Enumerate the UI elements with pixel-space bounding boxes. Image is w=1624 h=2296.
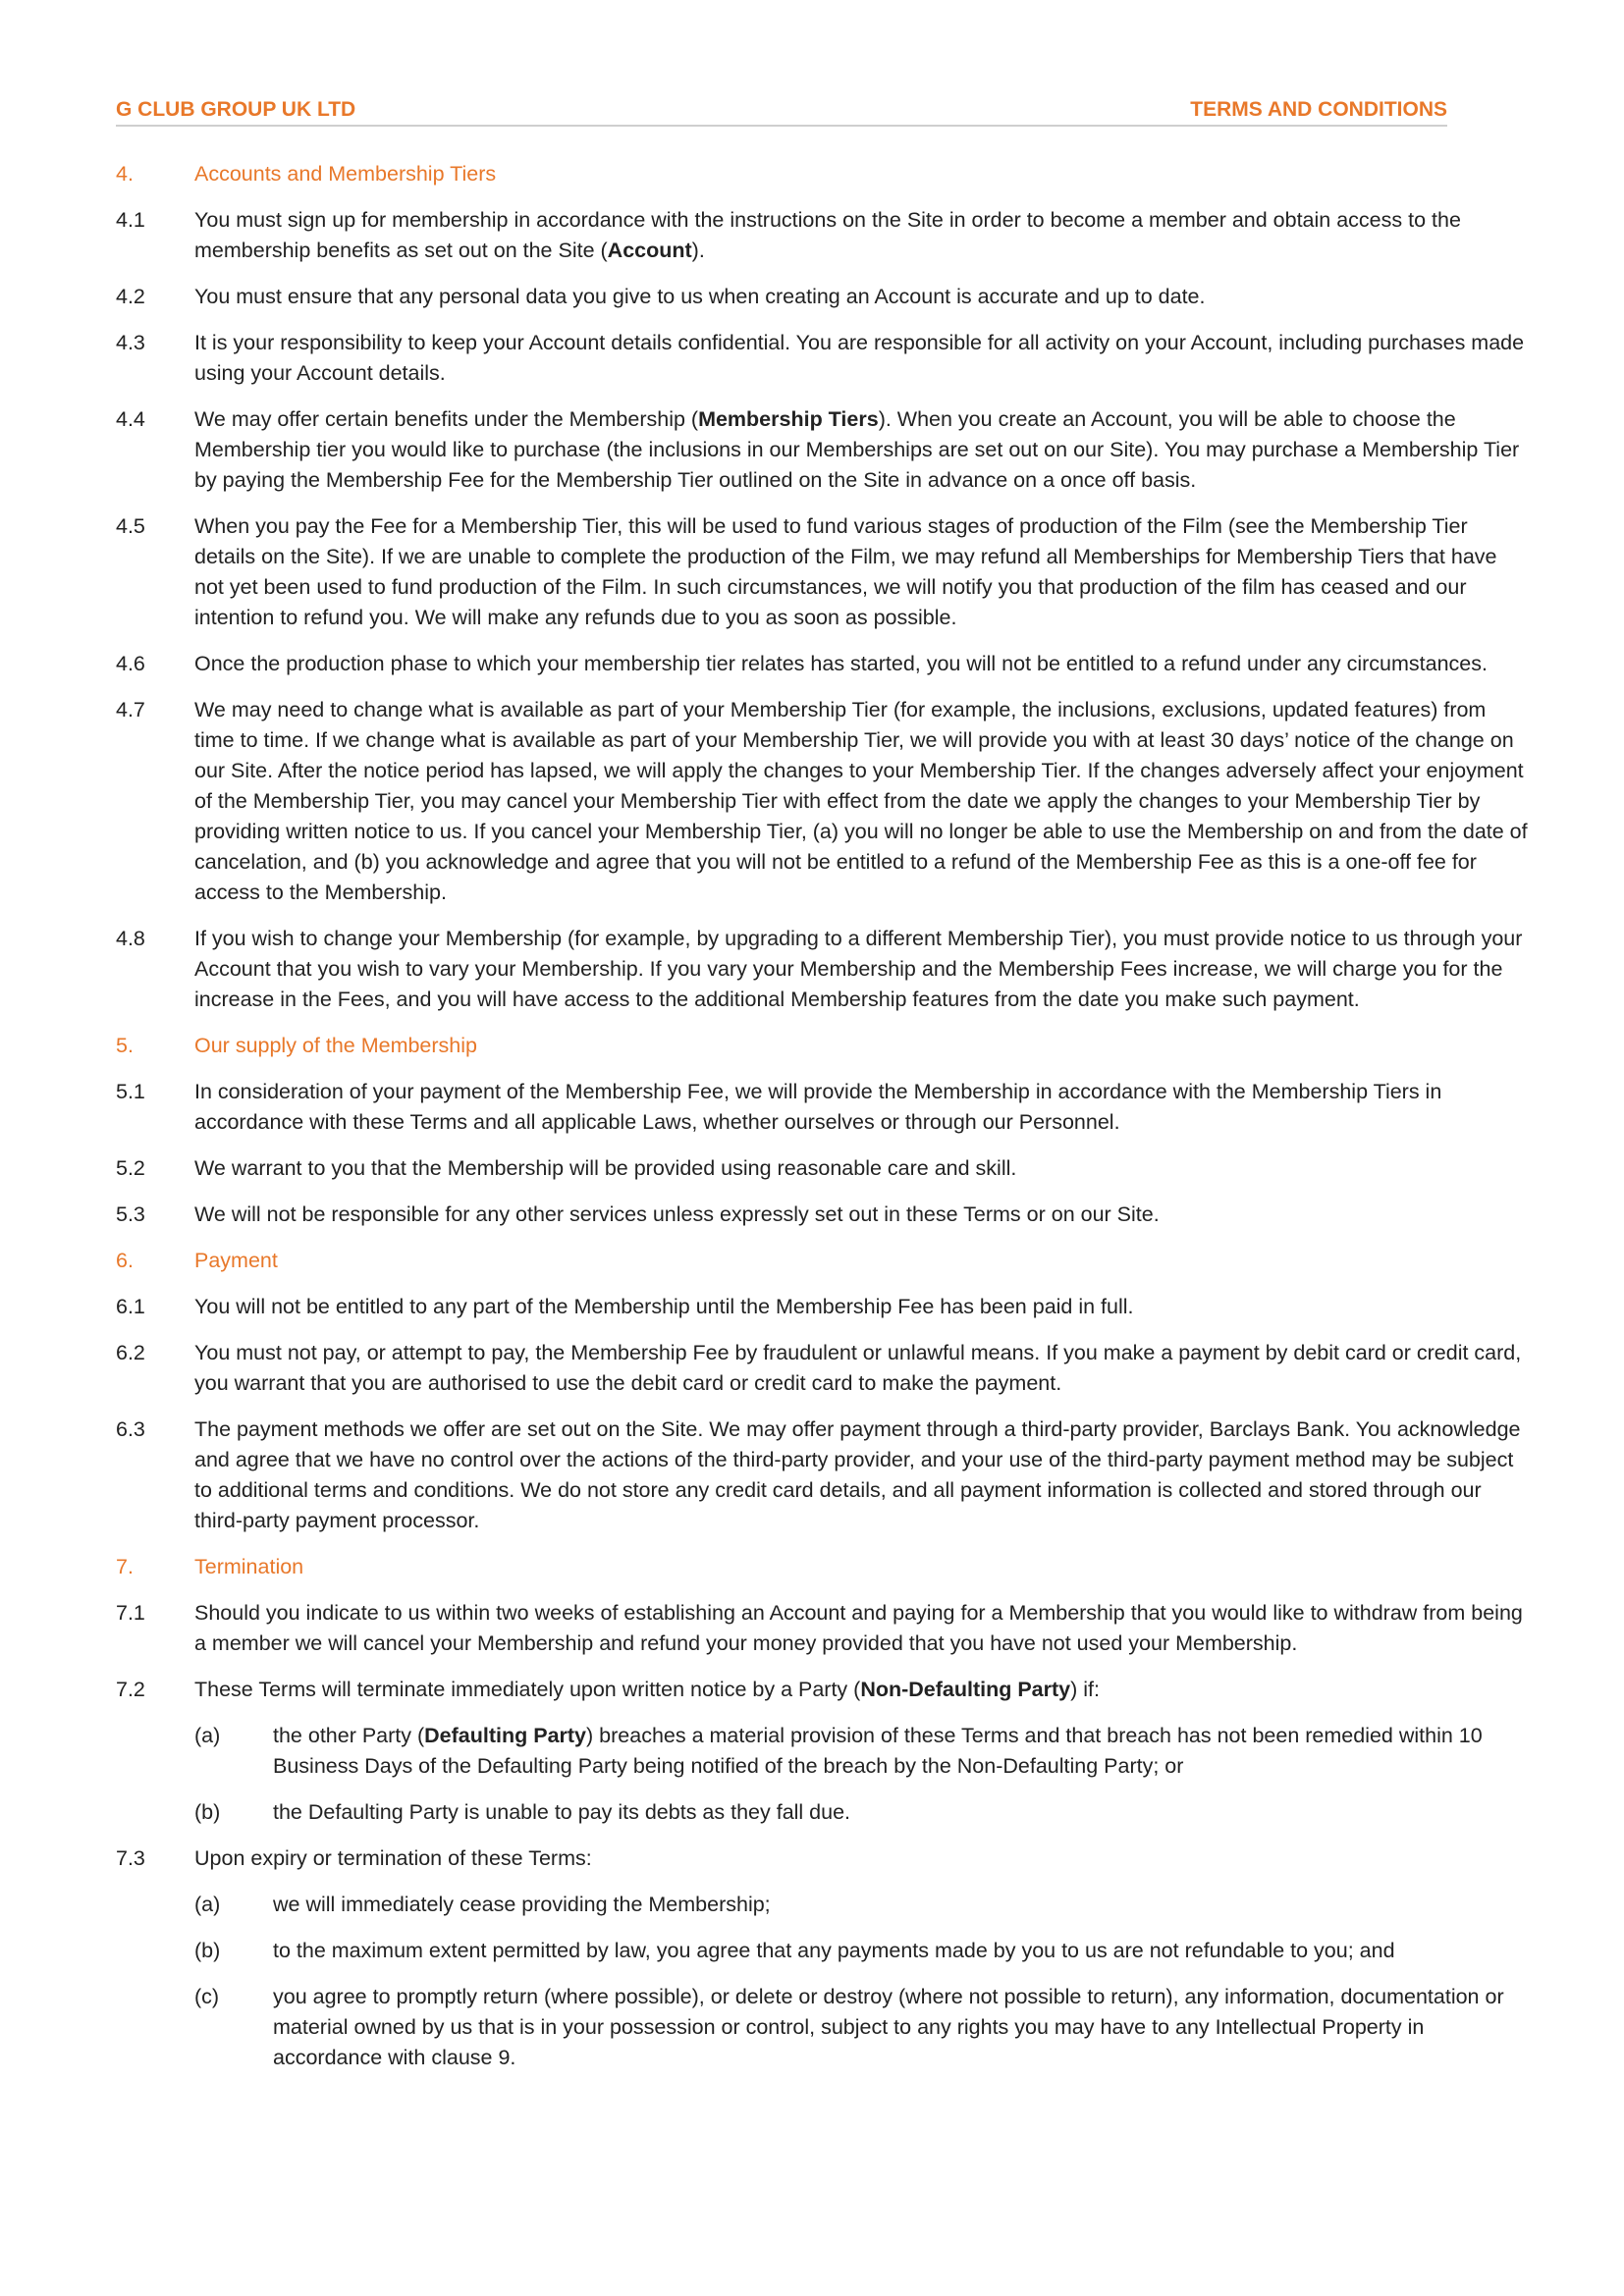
clause-number: 7.1 (116, 1601, 145, 1625)
section-number: 4. (116, 162, 134, 186)
clause-7-2-a (116, 1721, 1530, 1782)
subclause-text: we will immediately cease providing the Membership; (273, 1893, 771, 1916)
clause-4-2 (116, 282, 1530, 312)
section-heading-5 (116, 1031, 1530, 1061)
clause-text: Should you indicate to us within two weeks of establishing an Account and paying for a Membership that you would like to withdraw from being a member we will cancel your Membership and refund your money provided that you have not used your Membership. (194, 1601, 1523, 1655)
clause-4-8 (116, 924, 1530, 1015)
clause-text: The payment methods we offer are set out on the Site. We may offer payment through a third-party provider, Barclays Bank. You acknowledge and agree that we have no control over the actions of the third-party provider, and your use of the third-party payment method may be subject to additional terms and conditions. We do not store any credit card details, and all payment information is collected and stored through our third-party payment processor. (194, 1417, 1521, 1532)
clause-4-3 (116, 328, 1530, 389)
clause-number: 4.8 (116, 927, 145, 950)
clause-text: We will not be responsible for any other services unless expressly set out in these Terms or on our Site. (194, 1202, 1160, 1226)
defined-term: Defaulting Party (424, 1724, 587, 1747)
clause-4-1 (116, 205, 1530, 266)
clause-text: You must ensure that any personal data you give to us when creating an Account is accurate and up to date. (194, 285, 1206, 308)
clause-number: 4.4 (116, 407, 145, 431)
clause-number: 5.3 (116, 1202, 145, 1226)
company-name: G CLUB GROUP UK LTD (116, 98, 356, 121)
clause-text: You must not pay, or attempt to pay, the Membership Fee by fraudulent or unlawful means. If you make a payment by debit card or credit card, you warrant that you are authorised to use the debit card or credit card to make the payment. (194, 1341, 1522, 1395)
clause-number: 4.7 (116, 698, 145, 721)
clause-text: If you wish to change your Membership (for example, by upgrading to a different Membership Tier), you must provide notice to us through your Account that you wish to vary your Membership. If you vary your Membership and the Membership Fees increase, we will charge you for the increase in the Fees, and you will have access to the additional Membership features from the date you make such payment. (194, 927, 1523, 1011)
clause-number: 7.2 (116, 1678, 145, 1701)
clause-number: 4.5 (116, 514, 145, 538)
subclause-text: you agree to promptly return (where possible), or delete or destroy (where not possible to return), any information, documentation or material owned by us that is in your possession or control, subject to any rights you may have to any Intellectual Property in accordance with clause 9. (273, 1985, 1504, 2069)
subclause-letter: (c) (194, 1985, 220, 2008)
clause-text: These Terms will terminate immediately upon written notice by a Party (Non-Defaulting Party) if: (194, 1678, 1100, 1701)
clause-text: You must sign up for membership in accordance with the instructions on the Site in order to become a member and obtain access to the membership benefits as set out on the Site (Account). (194, 208, 1461, 262)
section-title: Our supply of the Membership (194, 1034, 477, 1057)
clause-4-4 (116, 404, 1530, 496)
clause-4-7 (116, 695, 1530, 908)
clause-text: Once the production phase to which your membership tier relates has started, you will not be entitled to a refund under any circumstances. (194, 652, 1488, 675)
section-number: 6. (116, 1249, 134, 1272)
clause-7-3-c (116, 1982, 1530, 2073)
clause-7-3 (116, 1843, 1530, 1874)
defined-term: Membership Tiers (698, 407, 879, 431)
defined-term: Account (607, 239, 692, 262)
clause-number: 4.3 (116, 331, 145, 354)
clause-text: You will not be entitled to any part of the Membership until the Membership Fee has been paid in full. (194, 1295, 1134, 1318)
page-header (116, 98, 1447, 127)
clause-text: We may offer certain benefits under the Membership (Membership Tiers). When you create an Account, you will be able to choose the Membership tier you would like to purchase (the inclusions in our Memberships are set out on our Site). You may purchase a Membership Tier by paying the Membership Fee for the Membership Tier outlined on the Site in advance on a once off basis. (194, 407, 1520, 492)
clause-7-3-b (116, 1936, 1530, 1966)
subclause-text: the Defaulting Party is unable to pay its debts as they fall due. (273, 1800, 851, 1824)
clause-text: In consideration of your payment of the Membership Fee, we will provide the Membership in accordance with the Membership Tiers in accordance with these Terms and all applicable Laws, whether ourselves or through our Personnel. (194, 1080, 1442, 1134)
document-body (116, 159, 1530, 2089)
clause-number: 5.2 (116, 1156, 145, 1180)
clause-7-1 (116, 1598, 1530, 1659)
clause-5-3 (116, 1200, 1530, 1230)
clause-5-1 (116, 1077, 1530, 1138)
clause-4-6 (116, 649, 1530, 679)
clause-5-2 (116, 1153, 1530, 1184)
clause-number: 4.2 (116, 285, 145, 308)
clause-text: When you pay the Fee for a Membership Tier, this will be used to fund various stages of production of the Film (see the Membership Tier details on the Site). If we are unable to complete the production of the Film, we may refund all Memberships for Membership Tiers that have not yet been used to fund production of the Film. In such circumstances, we will notify you that production of the film has ceased and our intention to refund you. We will make any refunds due to you as soon as possible. (194, 514, 1497, 629)
clause-7-3-a (116, 1890, 1530, 1920)
clause-4-5 (116, 511, 1530, 633)
section-number: 5. (116, 1034, 134, 1057)
clause-text: Upon expiry or termination of these Terms: (194, 1846, 592, 1870)
subclause-letter: (b) (194, 1800, 221, 1824)
clause-number: 6.1 (116, 1295, 145, 1318)
clause-number: 4.6 (116, 652, 145, 675)
clause-number: 7.3 (116, 1846, 145, 1870)
subclause-text: the other Party (Defaulting Party) breaches a material provision of these Terms and that breach has not been remedied within 10 Business Days of the Defaulting Party being notified of the breach by the Non-Defaulting Party; or (273, 1724, 1483, 1778)
document-title: TERMS AND CONDITIONS (1190, 98, 1447, 121)
clause-number: 5.1 (116, 1080, 145, 1103)
subclause-text: to the maximum extent permitted by law, you agree that any payments made by you to us are not refundable to you; and (273, 1939, 1395, 1962)
section-title: Termination (194, 1555, 304, 1578)
subclause-letter: (b) (194, 1939, 221, 1962)
clause-6-1 (116, 1292, 1530, 1322)
subclause-letter: (a) (194, 1893, 221, 1916)
clause-text: We may need to change what is available as part of your Membership Tier (for example, the inclusions, exclusions, updated features) from time to time. If we change what is available as part of your Membership Tier, we will provide you with at least 30 days’ notice of the change on our Site. After the notice period has lapsed, we will apply the changes to your Membership Tier. If the changes adversely affect your enjoyment of the Membership Tier, you may cancel your Membership Tier with effect from the date we apply the changes to your Membership Tier by providing written notice to us. If you cancel your Membership Tier, (a) you will no longer be able to use the Membership on and from the date of cancelation, and (b) you acknowledge and agree that you will not be entitled to a refund of the Membership Fee as this is a one-off fee for access to the Membership. (194, 698, 1528, 904)
clause-text: We warrant to you that the Membership will be provided using reasonable care and skill. (194, 1156, 1017, 1180)
clause-6-2 (116, 1338, 1530, 1399)
clause-number: 4.1 (116, 208, 145, 232)
clause-7-2 (116, 1675, 1530, 1705)
clause-number: 6.3 (116, 1417, 145, 1441)
section-heading-7 (116, 1552, 1530, 1582)
section-title: Payment (194, 1249, 278, 1272)
section-heading-4 (116, 159, 1530, 189)
defined-term: Non-Defaulting Party (860, 1678, 1071, 1701)
clause-7-2-b (116, 1797, 1530, 1828)
clause-text: It is your responsibility to keep your Account details confidential. You are responsible for all activity on your Account, including purchases made using your Account details. (194, 331, 1525, 385)
clause-number: 6.2 (116, 1341, 145, 1364)
section-title: Accounts and Membership Tiers (194, 162, 497, 186)
section-number: 7. (116, 1555, 134, 1578)
subclause-letter: (a) (194, 1724, 221, 1747)
clause-6-3 (116, 1415, 1530, 1536)
section-heading-6 (116, 1246, 1530, 1276)
